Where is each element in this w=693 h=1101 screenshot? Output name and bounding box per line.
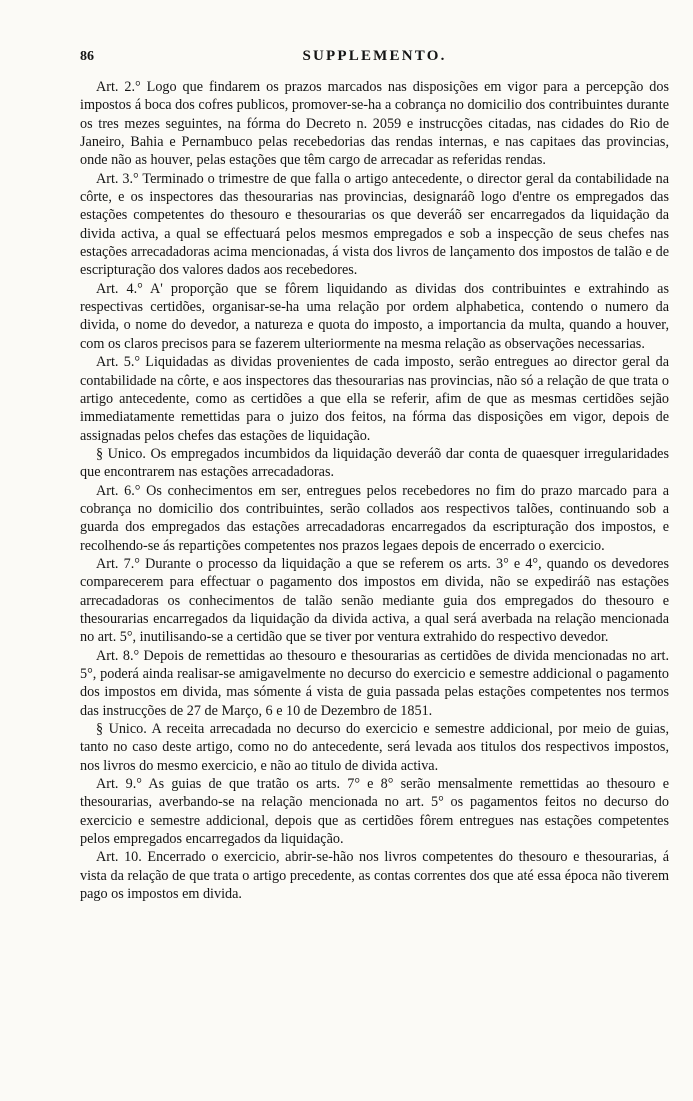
paragraph-art-9: Art. 9.° As guias de que tratão os arts. 7° e 8° serão mensalmente remettidas ao thesouro e thesourarias, averbando-se na relação mencionada no art. 5° os pagamentos feitos no decurso do exercicio e semestre addicional, depois que as certidões fôrem entregues nas estações competentes pelos empregados encarregados da liquidação. bbox=[80, 776, 669, 848]
page-header bbox=[80, 48, 669, 78]
running-title: SUPPLEMENTO. bbox=[302, 48, 447, 64]
paragraph-art-6: Art. 6.° Os conhecimentos em ser, entregues pelos recebedores no fim do prazo marcado para a cobrança no domicilio dos contribuintes, serão collados aos respectivos talões, continuando sob a guarda dos empregados das estações arrecadadoras encarregados da escripturação dos impostos, e recolhendo-se ás repartições competentes nos prazos legaes depois de encerrado o exercicio. bbox=[80, 482, 669, 554]
paragraph-art-5-unico: § Unico. Os empregados incumbidos da liquidação deveráõ dar conta de quaesquer irregularidades que encontrarem nas estações arrecadadoras. bbox=[80, 445, 669, 481]
paragraph-art-4: Art. 4.° A' proporção que se fôrem liquidando as dividas dos contribuintes e extrahindo as respectivas certidões, organisar-se-ha uma relação por ordem alphabetica, contendo o numero da divida, o nome do devedor, a natureza e quota do imposto, a importancia da multa, quando a houver, com os claros precisos para se fazerem ulteriormente na mesma relação as observações necessarias. bbox=[80, 280, 669, 352]
paragraph-art-8-unico: § Unico. A receita arrecadada no decurso do exercicio e semestre addicional, por meio de guias, tanto no caso deste artigo, como no do antecedente, será levada aos titulos dos respectivos impostos, nos livros do mesmo exercicio, e não ao titulo de divida activa. bbox=[80, 721, 669, 774]
paragraph-art-10: Art. 10. Encerrado o exercicio, abrir-se-hão nos livros competentes do thesouro e thesourarias, á vista da relação de que trata o artigo precedente, as contas correntes dos que até essa época não tiverem pago os impostos em divida. bbox=[80, 849, 669, 903]
paragraph-art-3: Art. 3.° Terminado o trimestre de que falla o artigo antecedente, o director geral da contabilidade na côrte, e os inspectores das thesourarias nas provincias, designaráõ logo d'entre os empregados das estações competentes do thesouro e thesourarias os que deveráõ ser encarregados da liquidação da divida activa, a qual se effectuará pelos mesmos empregados e sob a inspecção de seus chefes nas estações arrecadadoras acima mencionadas, á vista dos livros de lançamento dos impostos de talão e de escripturação dos valores dados aos recebedores. bbox=[80, 170, 669, 279]
paragraph-art-7: Art. 7.° Durante o processo da liquidação a que se referem os arts. 3° e 4°, quando os devedores comparecerem para effectuar o pagamento dos impostos em divida, não se expediráõ nas estações arrecadadoras os conhecimentos de talão senão mediante guia dos empregados do thesouro e thesourarias encarregados da liquidação da divida activa, a qual será averbada na relação mencionada no art. 5°, inutilisando-se a certidão que se tiver por ventura extrahido do respectivo devedor. bbox=[80, 555, 669, 646]
page-number: 86 bbox=[80, 49, 94, 64]
paragraph-art-2: Art. 2.° Logo que findarem os prazos marcados nas disposições em vigor para a percepção dos impostos á boca dos cofres publicos, promover-se-ha a cobrança no domicilio dos contribuintes durante os tres mezes seguintes, na fórma do Decreto n. 2059 e instrucções citadas, nas cidades do Rio de Janeiro, Bahia e Pernambuco pelas recebedorias das rendas internas, e nas capitaes das provincias, onde não as houver, pelas estações que têm cargo de arrecadar as referidas rendas. bbox=[80, 79, 669, 169]
paragraph-art-8: Art. 8.° Depois de remettidas ao thesouro e thesourarias as certidões de divida mencionadas no art. 5°, poderá ainda realisar-se amigavelmente no decurso do exercicio e semestre addicional o pagamento dos impostos em divida, mas sómente á vista de guia passada pelas estações competentes nos termos das instrucções de 27 de Março, 6 e 10 de Dezembro de 1851. bbox=[80, 647, 669, 719]
document-body bbox=[80, 78, 669, 903]
paragraph-art-5: Art. 5.° Liquidadas as dividas provenientes de cada imposto, serão entregues ao director geral da contabilidade na côrte, e aos inspectores das thesourarias nas provincias, não só a relação de que trata o artigo antecedente, como as certidões a que ella se referir, afim de que as mesmas certidões sejão immediatamente remettidas para o juizo dos feitos, na fórma das disposições em vigor, depois de assignadas pelos chefes das estações de liquidação. bbox=[80, 354, 669, 444]
